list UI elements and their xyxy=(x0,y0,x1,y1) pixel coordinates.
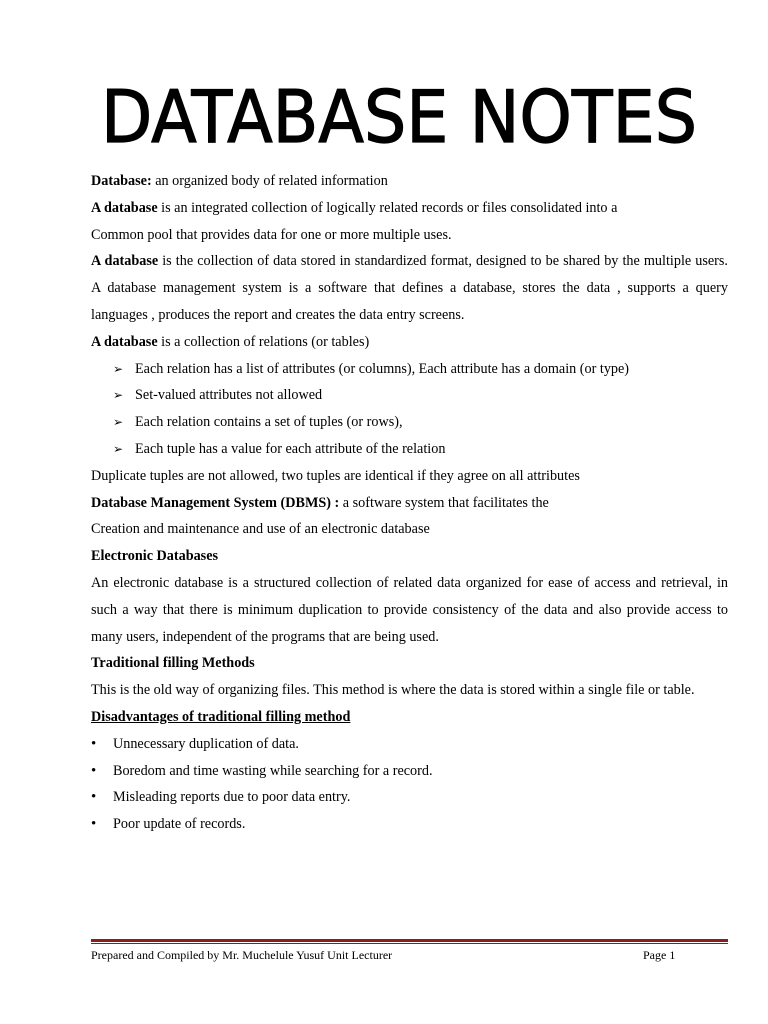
traditional-heading: Traditional filling Methods xyxy=(91,655,255,672)
arrow-bullet-icon: ➢ xyxy=(113,388,124,403)
bullet-icon: • xyxy=(91,762,97,779)
arrow-bullet-icon: ➢ xyxy=(113,441,124,456)
body-content xyxy=(91,168,728,838)
duplicate-note: Duplicate tuples are not allowed, two tuples are identical if they agree on all attributes xyxy=(91,467,580,484)
list-item: ➢ Each tuple has a value for each attribute of the relation xyxy=(91,436,728,463)
list-item: • Misleading reports due to poor data entry. xyxy=(91,784,728,811)
list-item: • Poor update of records. xyxy=(91,811,728,838)
page-title: DATABASE NOTES xyxy=(101,75,697,159)
arrow-bullet-icon: ➢ xyxy=(113,415,124,430)
footer-credit: Prepared and Compiled by Mr. Muchelule Yusuf Unit Lecturer xyxy=(91,948,393,962)
electronic-paragraph: An electronic database is a structured collection of related data organized for ease of access and retrieval, in such a way that there is minimum duplication to provide consistency of the data and also provide access to many users, independent of the programs that are being used. xyxy=(91,574,728,645)
dbms-definition-line2: Creation and maintenance and use of an electronic database xyxy=(91,521,430,538)
relation-points-list xyxy=(91,356,728,463)
list-item: ➢ Each relation has a list of attributes (or columns), Each attribute has a domain (or type) xyxy=(91,356,728,383)
list-item: • Unnecessary duplication of data. xyxy=(91,731,728,758)
arrow-bullet-icon: ➢ xyxy=(113,361,124,376)
page-number: Page 1 xyxy=(643,948,676,962)
definition-relations: A database is a collection of relations (or tables) xyxy=(91,333,370,350)
disadvantages-list xyxy=(91,731,728,838)
list-item: ➢ Set-valued attributes not allowed xyxy=(91,382,728,409)
dbms-definition: Database Management System (DBMS) : a software system that facilitates the xyxy=(91,494,549,511)
definition-database: Database: an organized body of related information xyxy=(91,173,388,189)
footer-rule-thin xyxy=(91,943,728,944)
wordart-title xyxy=(96,58,702,168)
bullet-icon: • xyxy=(91,735,97,752)
list-item: ➢ Each relation contains a set of tuples (or rows), xyxy=(91,409,728,436)
definition-integrated-line2: Common pool that provides data for one or more multiple uses. xyxy=(91,226,452,243)
definition-standardized: A database is the collection of data stored in standardized format, designed to be shared by the multiple users. A database management system is a software that defines a database, stores the data , supports a query languages , produces the report and creates the data entry screens. xyxy=(91,253,728,323)
traditional-paragraph: This is the old way of organizing files. This method is where the data is stored within a single file or table. xyxy=(91,682,695,699)
footer-rule-thick xyxy=(91,939,728,942)
bullet-icon: • xyxy=(91,789,97,806)
electronic-heading: Electronic Databases xyxy=(91,548,219,565)
disadvantages-heading: Disadvantages of traditional filling method xyxy=(91,708,351,725)
definition-integrated: A database is an integrated collection of logically related records or files consolidated into a xyxy=(91,199,618,216)
bullet-icon: • xyxy=(91,816,97,833)
list-item: • Boredom and time wasting while searching for a record. xyxy=(91,758,728,785)
